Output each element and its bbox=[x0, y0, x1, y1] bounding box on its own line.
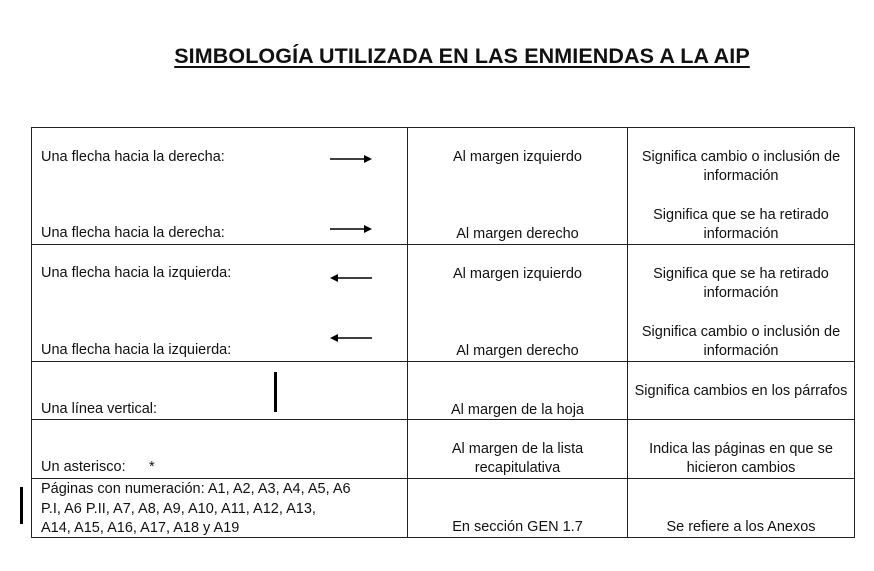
location-cell bbox=[408, 479, 628, 538]
location-text: Al margen derecho bbox=[456, 343, 579, 359]
symbol-label: Un asterisco: bbox=[41, 459, 126, 475]
location-cell bbox=[408, 128, 628, 245]
location-cell bbox=[408, 420, 628, 479]
symbol-label: Una línea vertical: bbox=[41, 401, 158, 417]
meaning-cell bbox=[628, 362, 855, 420]
meaning-text: Se refiere a los Anexos bbox=[666, 519, 816, 535]
meaning-cell bbox=[628, 479, 855, 538]
meaning-cell bbox=[628, 128, 855, 245]
page-title: SIMBOLOGÍA UTILIZADA EN LAS ENMIENDAS A LA AIP bbox=[174, 44, 750, 68]
symbol-cell bbox=[32, 420, 408, 479]
location-cell bbox=[408, 245, 628, 362]
symbol-cell bbox=[32, 479, 408, 538]
table-row bbox=[32, 245, 855, 362]
pages-line: A14, A15, A16, A17, A18 y A19 bbox=[41, 520, 240, 536]
table-row bbox=[32, 420, 855, 479]
pages-line: Páginas con numeración: A1, A2, A3, A4, A5, A6 bbox=[41, 481, 351, 497]
vertical-line-icon bbox=[20, 487, 23, 524]
arrow-right-icon bbox=[330, 153, 372, 165]
arrow-left-icon bbox=[330, 332, 372, 344]
location-text: Al margen derecho bbox=[456, 226, 579, 242]
arrow-left-icon bbox=[330, 272, 372, 284]
meaning-cell bbox=[628, 420, 855, 479]
symbol-cell bbox=[32, 245, 408, 362]
location-cell bbox=[408, 362, 628, 420]
asterisk-icon: * bbox=[149, 459, 155, 475]
meaning-text: Significa cambio o inclusión de información bbox=[641, 149, 841, 184]
symbol-label: Una flecha hacia la izquierda: bbox=[41, 265, 232, 281]
symbol-cell bbox=[32, 128, 408, 245]
location-text: Al margen de la lista recapitulativa bbox=[451, 441, 584, 476]
meaning-cell bbox=[628, 245, 855, 362]
table-row bbox=[32, 128, 855, 245]
pages-line: P.I, A6 P.II, A7, A8, A9, A10, A11, A12, A13, bbox=[41, 500, 316, 517]
table-row bbox=[32, 479, 855, 538]
symbol-label: Una flecha hacia la izquierda: bbox=[41, 342, 232, 358]
location-text: Al margen izquierdo bbox=[453, 149, 582, 165]
meaning-text: Significa cambio o inclusión de información bbox=[641, 324, 841, 359]
vertical-line-icon bbox=[274, 372, 277, 412]
meaning-text: Significa cambios en los párrafos bbox=[634, 383, 848, 399]
pages-list bbox=[41, 480, 351, 539]
symbol-cell bbox=[32, 362, 408, 420]
arrow-right-icon bbox=[330, 223, 372, 235]
symbol-label: Una flecha hacia la derecha: bbox=[41, 225, 225, 241]
symbol-label: Una flecha hacia la derecha: bbox=[41, 149, 225, 165]
meaning-text: Indica las páginas en que se hicieron cambios bbox=[649, 441, 833, 476]
location-text: Al margen de la hoja bbox=[451, 402, 584, 418]
table-row bbox=[32, 362, 855, 420]
meaning-text: Significa que se ha retirado información bbox=[653, 207, 829, 242]
symbology-table bbox=[31, 127, 855, 538]
location-text: Al margen izquierdo bbox=[453, 266, 582, 282]
location-text: En sección GEN 1.7 bbox=[452, 519, 583, 535]
meaning-text: Significa que se ha retirado información bbox=[653, 266, 829, 301]
